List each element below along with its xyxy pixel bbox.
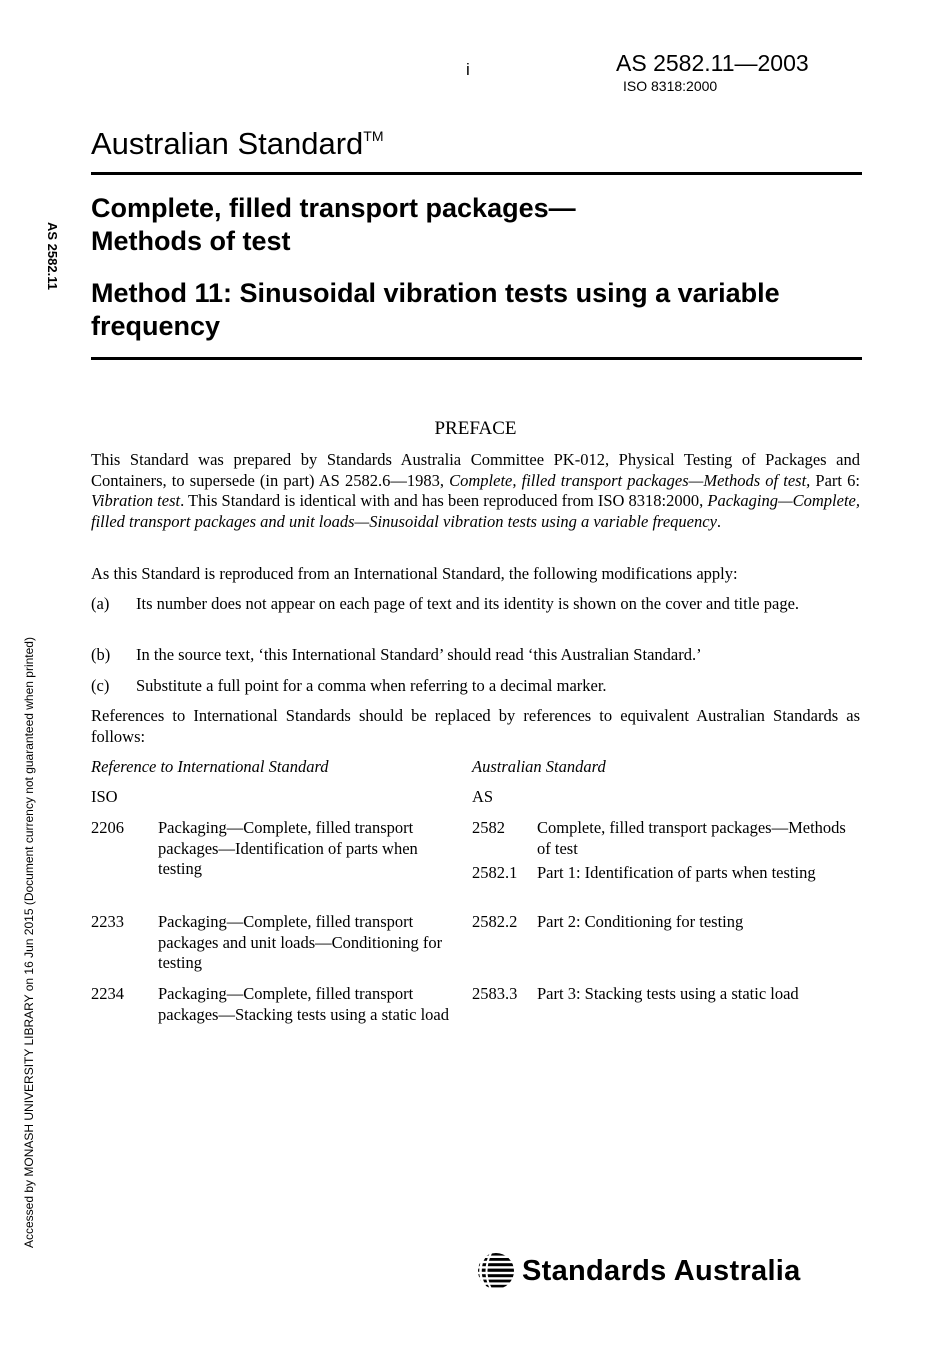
list-item [91, 645, 860, 666]
as-code: 2583.3 [472, 984, 518, 1003]
table-header-as: Australian Standard [472, 757, 606, 776]
list-marker: (a) [91, 594, 110, 613]
standard-number: AS 2582.11—2003 [616, 50, 809, 76]
access-note: Accessed by MONASH UNIVERSITY LIBRARY on 16 Jun 2015 (Document currency not guaranteed when printed) [22, 637, 36, 1248]
method-title: Method 11: Sinusoidal vibration tests using a variable frequency [91, 278, 780, 341]
list-item [91, 594, 860, 615]
as-title: Part 3: Stacking tests using a static load [537, 984, 799, 1003]
standards-australia-globe-icon [477, 1250, 517, 1292]
brand-name: Australian Standard [91, 126, 364, 161]
as-title: Complete, filled transport packages—Methods of test [537, 818, 846, 858]
preface-paragraph-1 [91, 450, 860, 533]
p1-text-2: Part 6: [810, 470, 860, 490]
p1-text-4: . [716, 512, 722, 532]
list-item-text: Its number does not appear on each page of text and its identity is shown on the cover and title page. [136, 594, 800, 613]
spine-label: AS 2582.11 [45, 222, 60, 290]
list-marker: (b) [91, 645, 111, 664]
iso-title: Packaging—Complete, filled transport packages—Stacking tests using a static load [158, 984, 449, 1024]
list-item [91, 676, 860, 697]
iso-code: 2206 [91, 818, 124, 837]
iso-code: 2233 [91, 912, 124, 931]
page-number: i [466, 60, 470, 79]
list-item-text: In the source text, ‘this International Standard’ should read ‘this Australian Standard.’ [136, 645, 702, 664]
as-title: Part 1: Identification of parts when testing [537, 863, 816, 882]
table-subheader-as: AS [472, 787, 494, 806]
title-line-1: Complete, filled transport packages— [91, 193, 576, 223]
iso-title: Packaging—Complete, filled transport packages and unit loads—Conditioning for testing [158, 912, 443, 973]
preface-heading: PREFACE [434, 418, 517, 439]
title-line-2: Methods of test [91, 226, 291, 256]
iso-title: Packaging—Complete, filled transport packages—Identification of parts when testing [158, 818, 418, 879]
preface-paragraph-3: References to International Standards should be replaced by references to equivalent Australian Standards as follows: [91, 706, 860, 746]
table-subheader-iso: ISO [91, 787, 118, 806]
as-code: 2582.2 [472, 912, 518, 931]
title-rule-top [91, 172, 862, 175]
p1-italic-1: Complete, filled transport packages—Methods of test, [449, 470, 811, 490]
trademark-mark: TM [363, 128, 384, 144]
p1-italic-2: Vibration test [91, 491, 181, 511]
as-code: 2582.1 [472, 863, 518, 882]
table-header-iso: Reference to International Standard [91, 757, 329, 776]
standards-australia-logo-text: Standards Australia [522, 1255, 801, 1287]
title-rule-bottom [91, 357, 862, 360]
iso-number: ISO 8318:2000 [623, 78, 718, 94]
list-item-text: Substitute a full point for a comma when referring to a decimal marker. [136, 676, 607, 695]
document-title [91, 192, 861, 258]
p1-italic-3: Packaging—Complete, filled transport packages and unit loads—Sinusoidal vibration tests using a variable frequency [91, 491, 860, 532]
p1-text-3: . This Standard is identical with and has been reproduced from ISO 8318:2000, [180, 491, 708, 511]
brand-title [91, 126, 384, 162]
list-marker: (c) [91, 676, 110, 695]
p1-text-1: This Standard was prepared by Standards Australia Committee PK-012, Physical Testing of Packages and Containers, to supersede (in part) AS 2582.6—1983, [91, 450, 860, 490]
as-title: Part 2: Conditioning for testing [537, 912, 744, 931]
as-code: 2582 [472, 818, 505, 837]
preface-paragraph-2: As this Standard is reproduced from an International Standard, the following modifications apply: [91, 564, 738, 583]
iso-code: 2234 [91, 984, 124, 1003]
